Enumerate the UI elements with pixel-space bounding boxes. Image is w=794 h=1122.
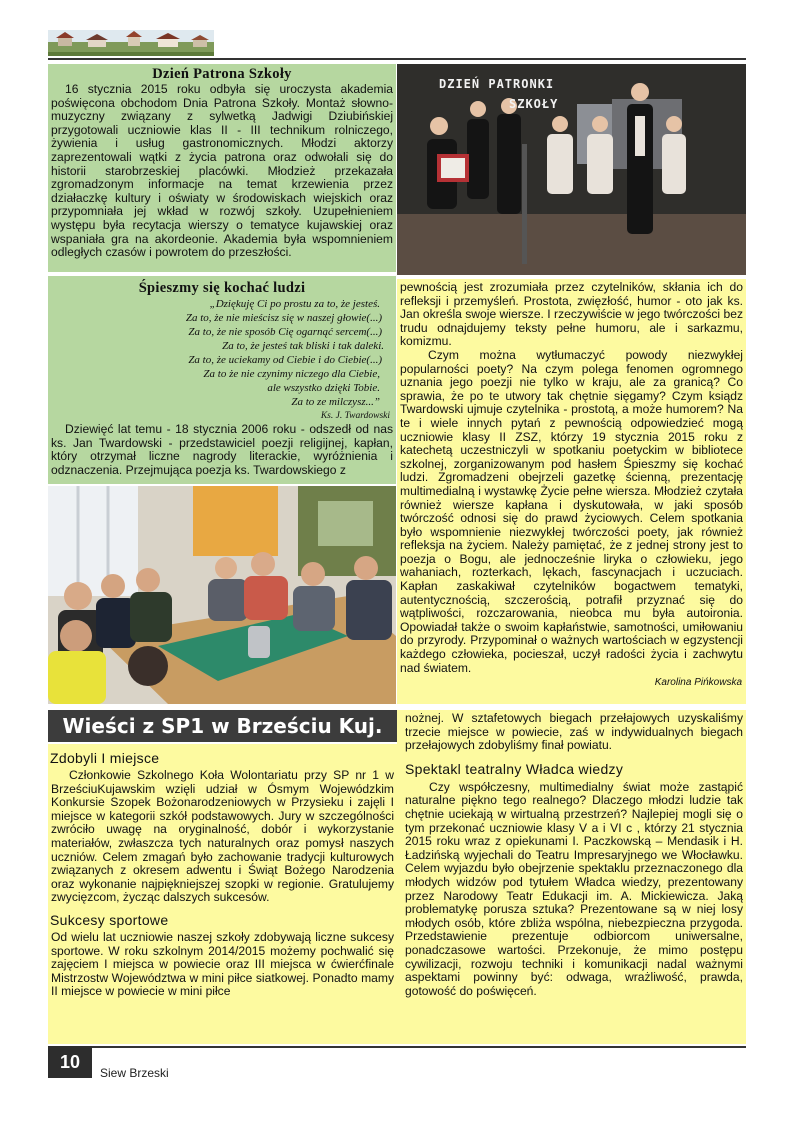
subsection-body: Czy współczesny, multimedialny świat może zastąpić naturalne piękno tego realnego? Dlaczego młodzi ludzie tak chętnie uciekają w wirtualną przestrzeń? Najlepiej mogli się o tym przekonać uczniowie klasy V a i VI c , którzy 21 stycznia 2015 roku wraz z opiekunami I. Paczkowską – Mendasik i H. Ładzińską wyjechali do Teatru Impresaryjnego we Włocławku. Celem wyjazdu było obejrzenie spektaklu przeznaczonego dla młodych widzów pod tytułem Władca wiedzy, prezentowany przez Narodowy Teatr Edukacji im. A. Mickiewicza. Jaką problematykę porusza sztuka? Prezentowane są w niej losy młodych osób, które zbliża wspólna, niebezpieczna przygoda. Przedstawienie prezentuje odbiorcom uniwersalne, ponadczasowe wartości. Przekonuje, że mimo postępu cywilizacji, rozwoju techniki i komunikacji nadal ważnymi aspektami powinny być: odwaga, wrażliwość, prawda, gotowość do poświęceń. [405,779,743,998]
poem-line: Za to, że uciekamy od Ciebie i do Ciebie(...) [188,354,382,366]
article-sp1-news-left [48,744,397,1044]
page-number: 10 [48,1046,92,1078]
poem-line: Za to, że nie sposób Cię ogarnąć sercem(...) [188,326,382,338]
subsection-title: Zdobyli I miejsce [50,750,160,766]
article-patron-day [48,64,396,272]
poem-line: Za to ze milczysz...” [291,396,380,408]
subsection-title: Spektakl teatralny Władca wiedzy [405,760,624,777]
subsection-body: Od wielu lat uczniowie naszej szkoły zdobywają liczne sukcesy sportowe. W roku szkolnym 2014/2015 możemy pochwalić się zajęciem I miejsca w powiecie oraz III miejsca w ćwierćfinale Mistrzostw Województwa w mini piłce siatkowej. Ponadto mamy II miejsce w powiecie w mini piłce [51,929,394,999]
article-body: pewnością jest zrozumiała przez czytelników, skłania ich do refleksji i przemyśleń. Prostota, zwięzłość, humor - oto jak ks. Jan określa swoje wiersze. I rzeczywiście w jego twórczości bez trudu odnajdujemy teksty pełne humoru, ale i sarkazmu, komizmu. [400,280,743,349]
poem-line: Za to, że jesteś tak bliski i tak daleki. [222,340,384,352]
photo-banner-line1: DZIEŃ PATRONKI [439,77,555,91]
article-title: Śpieszmy się kochać ludzi [138,280,306,296]
poem-line: Za to, że nie mieścisz się w naszej głowie(...) [185,312,382,324]
article-body: Dziewięć lat temu - 18 stycznia 2006 roku - odszedł od nas ks. Jan Twardowski - przedstawiciel poezji religijnej, kapłan, który otrzymał liczne nagrody literackie, wyróżnienia i odznaczenia. Przejmująca poezja ks. Twardowskiego z [51,422,393,477]
subsection-title: Sukcesy sportowe [50,911,169,928]
poem-line: „Dziękuję Ci po prostu za to, że jesteś. [209,298,380,310]
article-body: Czym można wytłumaczyć powody niezwykłej popularności poety? Na czym polega fenomen ogromnego uznania jego poezji nie tylko w kraju, ale za granicą? Co sprawia, że po te utwory tak chętnie sięgamy? Czym ksiądz Twardowski ujmuje czytelnika - prostotą, a może humorem? Na te i wiele innych pytań z pewnością odpowiedzieć mogą uczniowie klasy II ZSZ, którzy 19 stycznia 2015 roku z katechetą uczestniczyli w spotkaniu poetyckim w bibliotece szkolnej, zorganizowanym pod hasłem Śpieszmy się kochać ludzi. Zgromadzeni obejrzeli gazetkę ścienną, prezentację multimedialną i wystawkę Życie pełne wiersza. Młodzież czytała również wiersze kapłana i dyskutowała, w jaki sposób twórczość odnosi się do prawd życiowych. Celem spotkania było wspomnienie niezwykłej twórczości poety, jak również refleksja na życiem. Należy pamiętać, że z jednej strony jest to poezja o Bogu, ale jednocześnie liryka o człowieku, jego wahaniach, rozterkach, lękach, fascynacjach i uczuciach. Kapłan zaskakiwał czytelników bogactwem tematyki, autentycznością, szczerością, potrafił przyznać się do wątpliwości, rozczarowania, nieobca mu była autoironia. Opowiadał także o swoim kapłaństwie, samotności, umiłowaniu do przyrody. Przypominał o ważnych wartościach w egzystencji każdego człowieka, pocieszał, uczył radości życia i zachwytu nad światem. [400,347,743,675]
footer-rule [48,1046,746,1048]
poem-block [48,297,396,423]
subsection-body: Członkowie Szkolnego Koła Wolontariatu przy SP nr 1 w BrześciuKujawskim wzięli udział w Ósmym Wojewódzkim Konkursie Szopek Bożonarodzeniowych w Przysieku i zajęli I miejsce w kategorii szkół podstawowych. Jury w szczególności zwróciło uwagę na oryginalność, dobór i wykorzystanie materiałów, zwłaszcza tych naturalnych oraz pomysł naszych uczniów. Celem zmagań było zachowanie tradycji kulturowych związanych z okresem adwentu i Świąt Bożego Narodzenia oraz wykonanie najpiękniejszej szopki w regionie. Gratulujemy zwycięzcom, życząc dalszych sukcesów. [51,768,394,905]
poem-line: ale wszystko dzięki Tobie. [267,382,380,394]
publication-name: Siew Brzeski [100,1066,169,1080]
article-sp1-news-right [397,710,746,1044]
sp1-news-banner: Wieści z SP1 w Brześciu Kuj. [48,710,397,742]
photo-library-meeting [48,486,396,704]
poem-line: Za to że nie czynimy niczego dla Ciebie, [203,368,380,380]
photo-stage-performance [397,64,746,275]
article-love-people-right [397,279,746,704]
photo-banner-line2: SZKOŁY [509,97,559,111]
subsection-body: nożnej. W sztafetowych biegach przełajowych uzyskaliśmy trzecie miejsce w powiecie, zaś w indywidualnych biegach przełajowych zdobyliśmy finał powiatu. [405,711,743,753]
photo-banner-text [439,74,558,114]
header-village-image [48,30,214,56]
poem-author: Ks. J. Twardowski [320,411,390,421]
header-rule [48,58,746,60]
article-title: Dzień Patrona Szkoły [152,66,292,82]
author-signature: Karolina Pińkowska [654,677,742,689]
article-body: 16 stycznia 2015 roku odbyła się uroczysta akademia poświęcona obchodom Dnia Patrona Szkoły. Montaż słowno-muzyczny związany z sylwetką Jadwigi Dziubińskiej przygotowali uczniowie klas II - III technikum rolniczego, żywienia i usług gastronomicznych. Młodzi aktorzy zaprezentowali wątki z życia patrona oraz odwołali się do historii starobrzeskiej placówki. Młodzież przekazała zgromadzonym informacje na temat krzewienia przez działaczkę kultury i oświaty w środowiskach wiejskich oraz przypomniała jej wkład w rozwój szkoły. Uzupełnieniem występu była recytacja wierszy o tematyce kujawskiej oraz wspaniała gra na akordeonie. Akademia była wspomnieniem odległych czasów i powrotem do przeszłości. [51,82,393,260]
article-love-people-left [48,276,396,484]
